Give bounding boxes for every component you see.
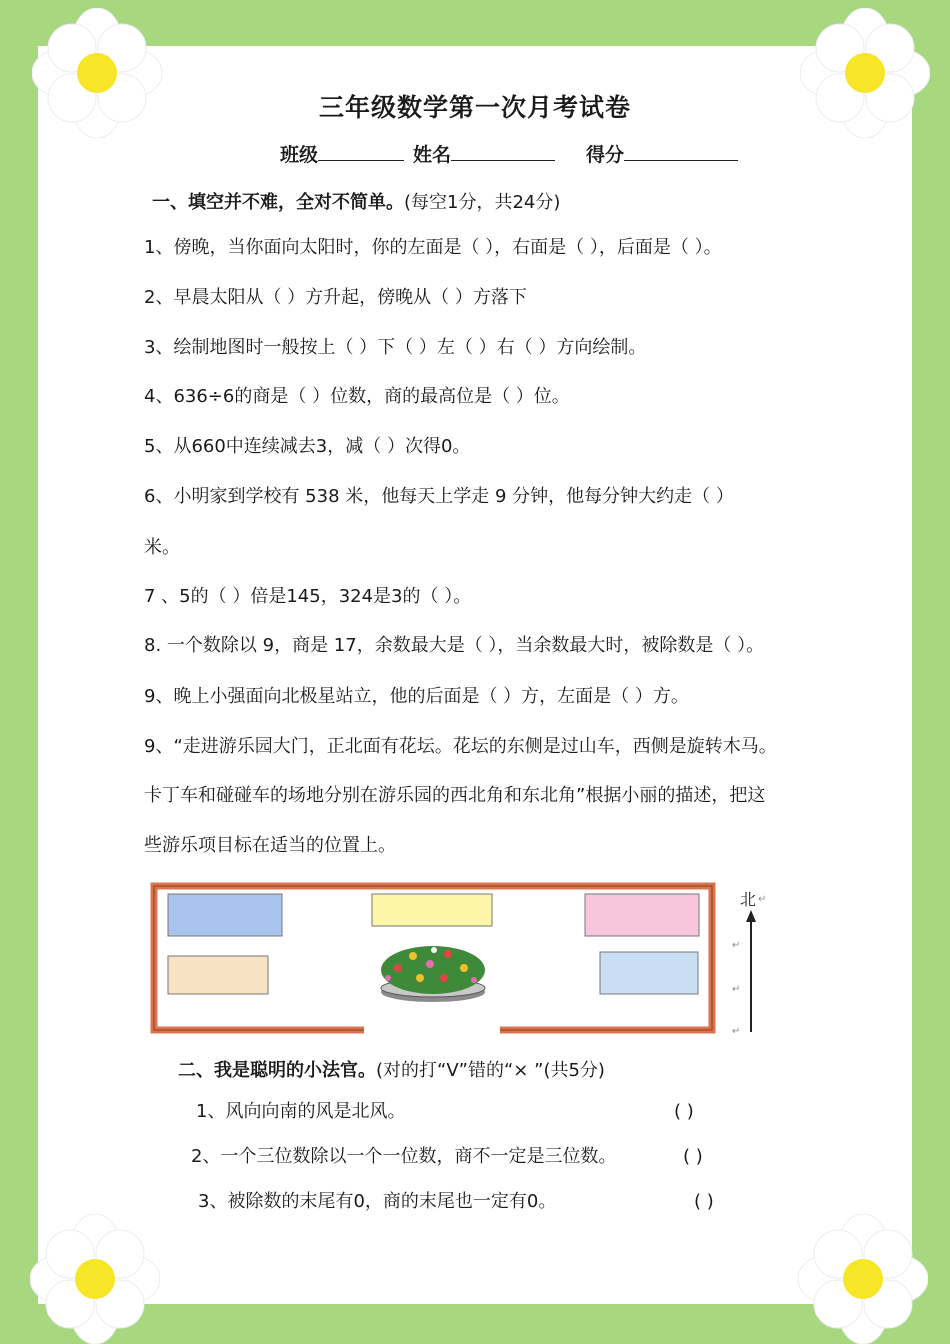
question-1: 1、傍晚，当你面向太阳时，你的左面是（ ），右面是（ ），后面是（ ）。: [144, 237, 722, 258]
question-9: 9、晚上小强面向北极星站立，他的后面是（ ）方，左面是（ ）方。: [144, 686, 689, 707]
northeast-area[interactable]: [585, 894, 699, 936]
section1-title: 一、填空并不难，全对不简单。: [152, 192, 404, 213]
page-title: 三年级数学第一次月考试卷: [318, 93, 631, 122]
question-10-line1: 9、“走进游乐园大门，正北面有花坛。花坛的东侧是过山车，西侧是旋转木马。: [144, 736, 777, 757]
class-blank[interactable]: [318, 142, 404, 161]
judgement-1-blank[interactable]: ( ): [674, 1101, 694, 1122]
west-area[interactable]: [168, 956, 268, 994]
flower-bottom-left-icon: [30, 1214, 160, 1344]
question-6-cont: 米。: [144, 537, 180, 558]
name-label: 姓名: [413, 144, 452, 166]
north-area[interactable]: [372, 894, 492, 926]
judgement-3: 3、被除数的末尾有0，商的末尾也一定有0。: [198, 1191, 557, 1212]
judgement-2-blank[interactable]: ( ): [683, 1146, 703, 1167]
question-7: 7 、5的（ ）倍是145，324是3的（ ）。: [144, 586, 472, 607]
question-6: 6、小明家到学校有 538 米，他每天上学走 9 分钟，他每分钟大约走（ ）: [144, 486, 734, 507]
north-label: 北: [740, 890, 757, 909]
park-map: [148, 880, 778, 1040]
class-field[interactable]: [280, 140, 404, 167]
section1-heading: [152, 188, 560, 214]
return-mark-2: ↵: [732, 940, 741, 951]
return-mark-4: ↵: [732, 1026, 741, 1037]
question-4: 4、636÷6的商是（ ）位数，商的最高位是（ ）位。: [144, 386, 570, 407]
return-mark-1: ↵: [758, 894, 767, 905]
class-label: 班级: [280, 144, 319, 166]
section2-title: 二、我是聪明的小法官。: [178, 1060, 376, 1081]
judgement-2: 2、一个三位数除以一个一位数，商不一定是三位数。: [191, 1146, 617, 1167]
question-2: 2、早晨太阳从（ ）方升起，傍晚从（ ）方落下: [144, 287, 527, 308]
east-area[interactable]: [600, 952, 698, 994]
question-10-line3: 些游乐项目标在适当的位置上。: [144, 835, 396, 856]
name-field[interactable]: [413, 140, 555, 167]
question-10-line2: 卡丁车和碰碰车的场地分别在游乐园的西北角和东北角”根据小丽的描述，把这: [144, 785, 766, 806]
judgement-1: 1、风向向南的风是北风。: [196, 1101, 406, 1122]
section1-note: (每空1分，共24分): [404, 192, 561, 213]
flower-bed-icon: [381, 946, 485, 1002]
score-label: 得分: [586, 144, 625, 166]
name-blank[interactable]: [451, 142, 555, 161]
score-blank[interactable]: [624, 142, 738, 161]
question-3: 3、绘制地图时一般按上（ ）下（ ）左（ ）右（ ）方向绘制。: [144, 337, 647, 358]
judgement-3-blank[interactable]: ( ): [694, 1191, 714, 1212]
return-mark-3: ↵: [732, 984, 741, 995]
score-field[interactable]: [586, 140, 738, 167]
question-8: 8. 一个数除以 9，商是 17，余数最大是（ ），当余数最大时，被除数是（ ）。: [144, 635, 765, 656]
flower-bottom-right-icon: [798, 1214, 928, 1344]
section2-heading: [178, 1056, 605, 1082]
section2-note: (对的打“V”错的“× ”(共5分): [376, 1060, 605, 1081]
northwest-area[interactable]: [168, 894, 282, 936]
question-5: 5、从660中连续减去3，减（ ）次得0。: [144, 436, 471, 457]
paper-sheet: [38, 46, 912, 1304]
